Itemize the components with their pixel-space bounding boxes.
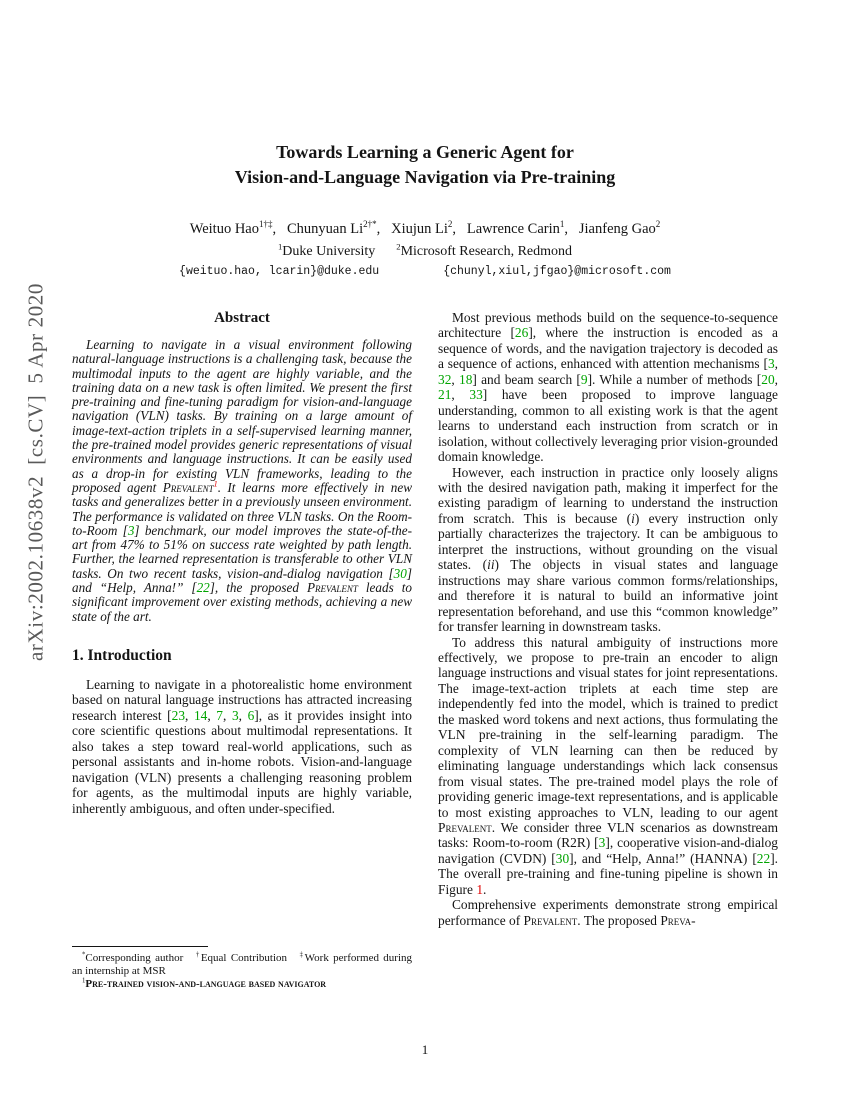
citation-link[interactable]: 6	[247, 707, 255, 723]
text-segment: leads to significant improvement over existing methods, achieving a new state of the art.	[72, 580, 412, 624]
emails-line	[0, 265, 850, 278]
superscript-marker: 2	[447, 219, 453, 230]
text-segment: ,	[376, 221, 392, 237]
text-segment: Jianfeng Gao	[578, 221, 656, 237]
figure-reference-link[interactable]: 1	[476, 881, 484, 897]
text-segment: Learning to navigate in a visual environment following natural-language instructions is a challenging task, because the multimodal inputs to the agent are highly variable, and the training data on a new task is often limited. We present the first pre-training and fine-tuning paradigm for vision-and-language navigation (VLN) tasks. By training on a large amount of image-text-action triplets in a self-supervised learning manner, the pre-trained model provides generic representations of visual environments and language instructions. It can be easily used as a drop-in for existing VLN frameworks, leading to the proposed agent	[72, 337, 412, 495]
right-paragraph-3	[438, 635, 778, 898]
text-segment: ], where the instruction is encoded as a sequence of words, and the navigation trajectory is decoded as a sequence of actions, enhanced with attention mechanisms [	[438, 325, 778, 372]
text-segment: ) The objects in visual states and language instructions may share various common forms/relationships, and therefore it is natural to build an informative joint representation beforehand, and use this “common knowledge” for transfer learning in downstream tasks.	[438, 557, 779, 635]
text-segment: ,	[223, 707, 232, 723]
superscript-marker: 2	[655, 219, 661, 230]
arxiv-stamp: arXiv:2002.10638v2 [cs.CV] 5 Apr 2020	[23, 283, 48, 661]
text-segment: ,	[238, 707, 248, 723]
right-paragraph-1	[438, 310, 778, 465]
superscript-marker: *	[82, 951, 86, 959]
footnotes-block	[72, 946, 412, 991]
text-segment: ,	[451, 387, 470, 403]
text-segment: .	[483, 881, 487, 897]
text-segment: ], cooperative vision-and-dialog navigation (CVDN) [	[438, 835, 778, 866]
email-microsoft: {chunyl,xiul,jfgao}@microsoft.com	[443, 265, 671, 278]
right-paragraph-4	[438, 897, 778, 928]
superscript-marker: 1†‡	[259, 219, 273, 230]
citation-link[interactable]: 20	[761, 371, 775, 387]
citation-link[interactable]: 30	[555, 850, 570, 866]
citation-link[interactable]: 14	[193, 707, 208, 723]
citation-link[interactable]: 9	[580, 371, 588, 387]
citation-link[interactable]: 3	[598, 835, 606, 851]
text-segment: Equal Contribution	[200, 952, 299, 964]
superscript-marker: †	[194, 951, 201, 959]
italic-text: ii	[487, 557, 495, 573]
citation-link[interactable]: 3	[231, 707, 239, 723]
text-segment: Corresponding author	[85, 952, 195, 964]
text-segment: ] and beam search [	[472, 371, 581, 387]
text-segment: . We consider three VLN scenarios as downstream tasks: Room-to-room (R2R) [	[438, 819, 778, 851]
citation-link[interactable]: 32	[438, 371, 452, 387]
citation-link[interactable]: 3	[767, 356, 775, 372]
page-number: 1	[421, 1042, 429, 1057]
superscript-marker: 1	[277, 241, 283, 252]
paper-title	[0, 140, 850, 190]
footnote-authors-note	[72, 952, 412, 978]
citation-link[interactable]: 7	[216, 707, 223, 723]
text-segment: ,	[207, 707, 217, 723]
right-paragraph-2	[438, 465, 778, 635]
abstract-heading: Abstract	[214, 310, 270, 326]
smallcaps-text: Prevalent	[306, 580, 358, 596]
footnote-prevalent-acronym	[72, 978, 412, 991]
citation-link[interactable]: 26	[514, 325, 529, 341]
text-segment: ]. While a number of methods [	[587, 371, 762, 387]
smallcaps-text: Pre-trained vision-and-language based navigator	[85, 978, 327, 990]
text-segment: ]. The overall pre-training and fine-tuning pipeline is shown in Figure	[438, 850, 778, 897]
paper-title-line2: Vision-and-Language Navigation via Pre-training	[234, 167, 616, 187]
text-segment: ] and “Help, Anna!” [	[72, 565, 412, 596]
text-segment: ,	[185, 707, 194, 723]
text-segment: ] benchmark, our model improves the state-of-the-art from 47% to 51% on success rate weighted by path length. Further, the learned representation is transferable to other VLN tasks. On two recent tasks, vision-and-dialog navigation [	[72, 522, 412, 581]
text-segment: ], as it provides insight into core scientific questions about multimodal representations. It also takes a step toward real-world applications, such as personal assistants and in-home robots. Vision-and-language navigation (VLN) presents a challenging reasoning problem for agents, as the multimodal inputs are highly variable, inherently ambiguous, and often under-specified.	[72, 707, 412, 816]
text-segment: ,	[451, 371, 459, 387]
citation-link[interactable]: 33	[469, 387, 483, 403]
text-segment: ,	[774, 356, 778, 372]
text-segment: Microsoft Research, Redmond	[400, 244, 573, 259]
text-segment: ,	[452, 221, 467, 237]
text-segment: Lawrence Carin	[466, 221, 560, 237]
paper-title-line1: Towards Learning a Generic Agent for	[276, 142, 574, 162]
superscript-marker: 2	[396, 241, 401, 252]
citation-link[interactable]: 22	[756, 850, 771, 866]
citation-link[interactable]: 21	[438, 387, 452, 403]
smallcaps-text: Prevalent	[438, 819, 492, 835]
text-segment: However, each instruction in practice only loosely aligns with the desired navigation path, making it imperfect for the existing paradigm of learning to understand the instruction from scratch. This is because (	[438, 464, 778, 526]
superscript-marker: 1	[82, 977, 86, 985]
text-segment: ], and “Help, Anna!” (HANNA) [	[569, 850, 757, 866]
introduction-paragraph-1	[72, 677, 412, 816]
left-column	[72, 310, 412, 816]
smallcaps-text: Prevalent	[162, 479, 214, 495]
authors-line	[0, 221, 850, 238]
text-segment: Xiujun Li	[391, 221, 448, 237]
text-segment: ) every instruction only partially characterizes the trajectory. It can be ambiguous to interpret the instructions, without grounding on the visual states. (	[438, 510, 778, 573]
superscript-marker: ‡	[298, 951, 305, 959]
text-segment: Work performed during an internship at MSR	[72, 952, 413, 977]
text-segment: . It learns more effectively in new tasks and generalizes better in a previously unseen environment. The performance is validated on three VLN tasks. On the Room-to-Room [	[72, 479, 413, 538]
footnote-divider	[72, 946, 208, 947]
text-segment: ] have been proposed to improve language understanding, common to all existing work is that the agent learns to understand each instruction from scratch or in isolation, without collectively leveraging prior vision-grounded domain knowledge.	[438, 387, 779, 465]
citation-link[interactable]: 3	[127, 522, 135, 538]
text-segment: . The proposed	[577, 912, 661, 928]
abstract-paragraph	[72, 338, 412, 624]
citation-link[interactable]: 22	[196, 580, 210, 596]
text-segment: ,	[564, 221, 579, 237]
text-segment: Weituo Hao	[189, 221, 259, 237]
text-segment: Learning to navigate in a photorealistic home environment based on natural language instructions has attracted increasing research interest [	[72, 676, 412, 723]
affiliations-line	[0, 241, 850, 260]
email-duke: {weituo.hao, lcarin}@duke.edu	[179, 265, 380, 278]
text-segment: Comprehensive experiments demonstrate strong empirical performance of	[438, 897, 778, 928]
text-segment: ], the proposed	[209, 580, 307, 596]
smallcaps-text: Prevalent	[523, 912, 578, 928]
superscript-marker: 1	[559, 219, 565, 230]
text-segment: Most previous methods build on the sequence-to-sequence architecture [	[438, 310, 778, 341]
text-segment: ,	[774, 371, 778, 387]
citation-link[interactable]: 23	[171, 707, 186, 723]
smallcaps-text: Preva-	[660, 912, 696, 928]
citation-link[interactable]: 18	[459, 371, 473, 387]
italic-text: i	[631, 510, 635, 526]
section-heading-introduction: 1. Introduction	[72, 646, 172, 664]
citation-link[interactable]: 30	[393, 565, 407, 581]
text-segment: ,	[272, 221, 287, 237]
right-column	[438, 310, 778, 928]
text-segment: Duke University	[282, 244, 397, 259]
footnote-marker-link[interactable]: 1	[213, 479, 218, 489]
text-segment: To address this natural ambiguity of instructions more effectively, we propose to pre-train an encoder to align language instructions and visual states for joint representations. The image-text-action triplets at each time step are independently fed into the model, which is trained to predict the masked word tokens and next actions, thus formulating the VLN pre-training in the self-learning paradigm. The complexity of VLN learning can then be reduced by eliminating language understandings which lack consensus from visual states. The pre-trained model plays the role of providing generic image-text representations, and is applicable to most existing approaches to VLN, leading to our agent	[438, 634, 778, 820]
text-segment: Chunyuan Li	[286, 221, 364, 237]
superscript-marker: 2†*	[363, 219, 377, 230]
